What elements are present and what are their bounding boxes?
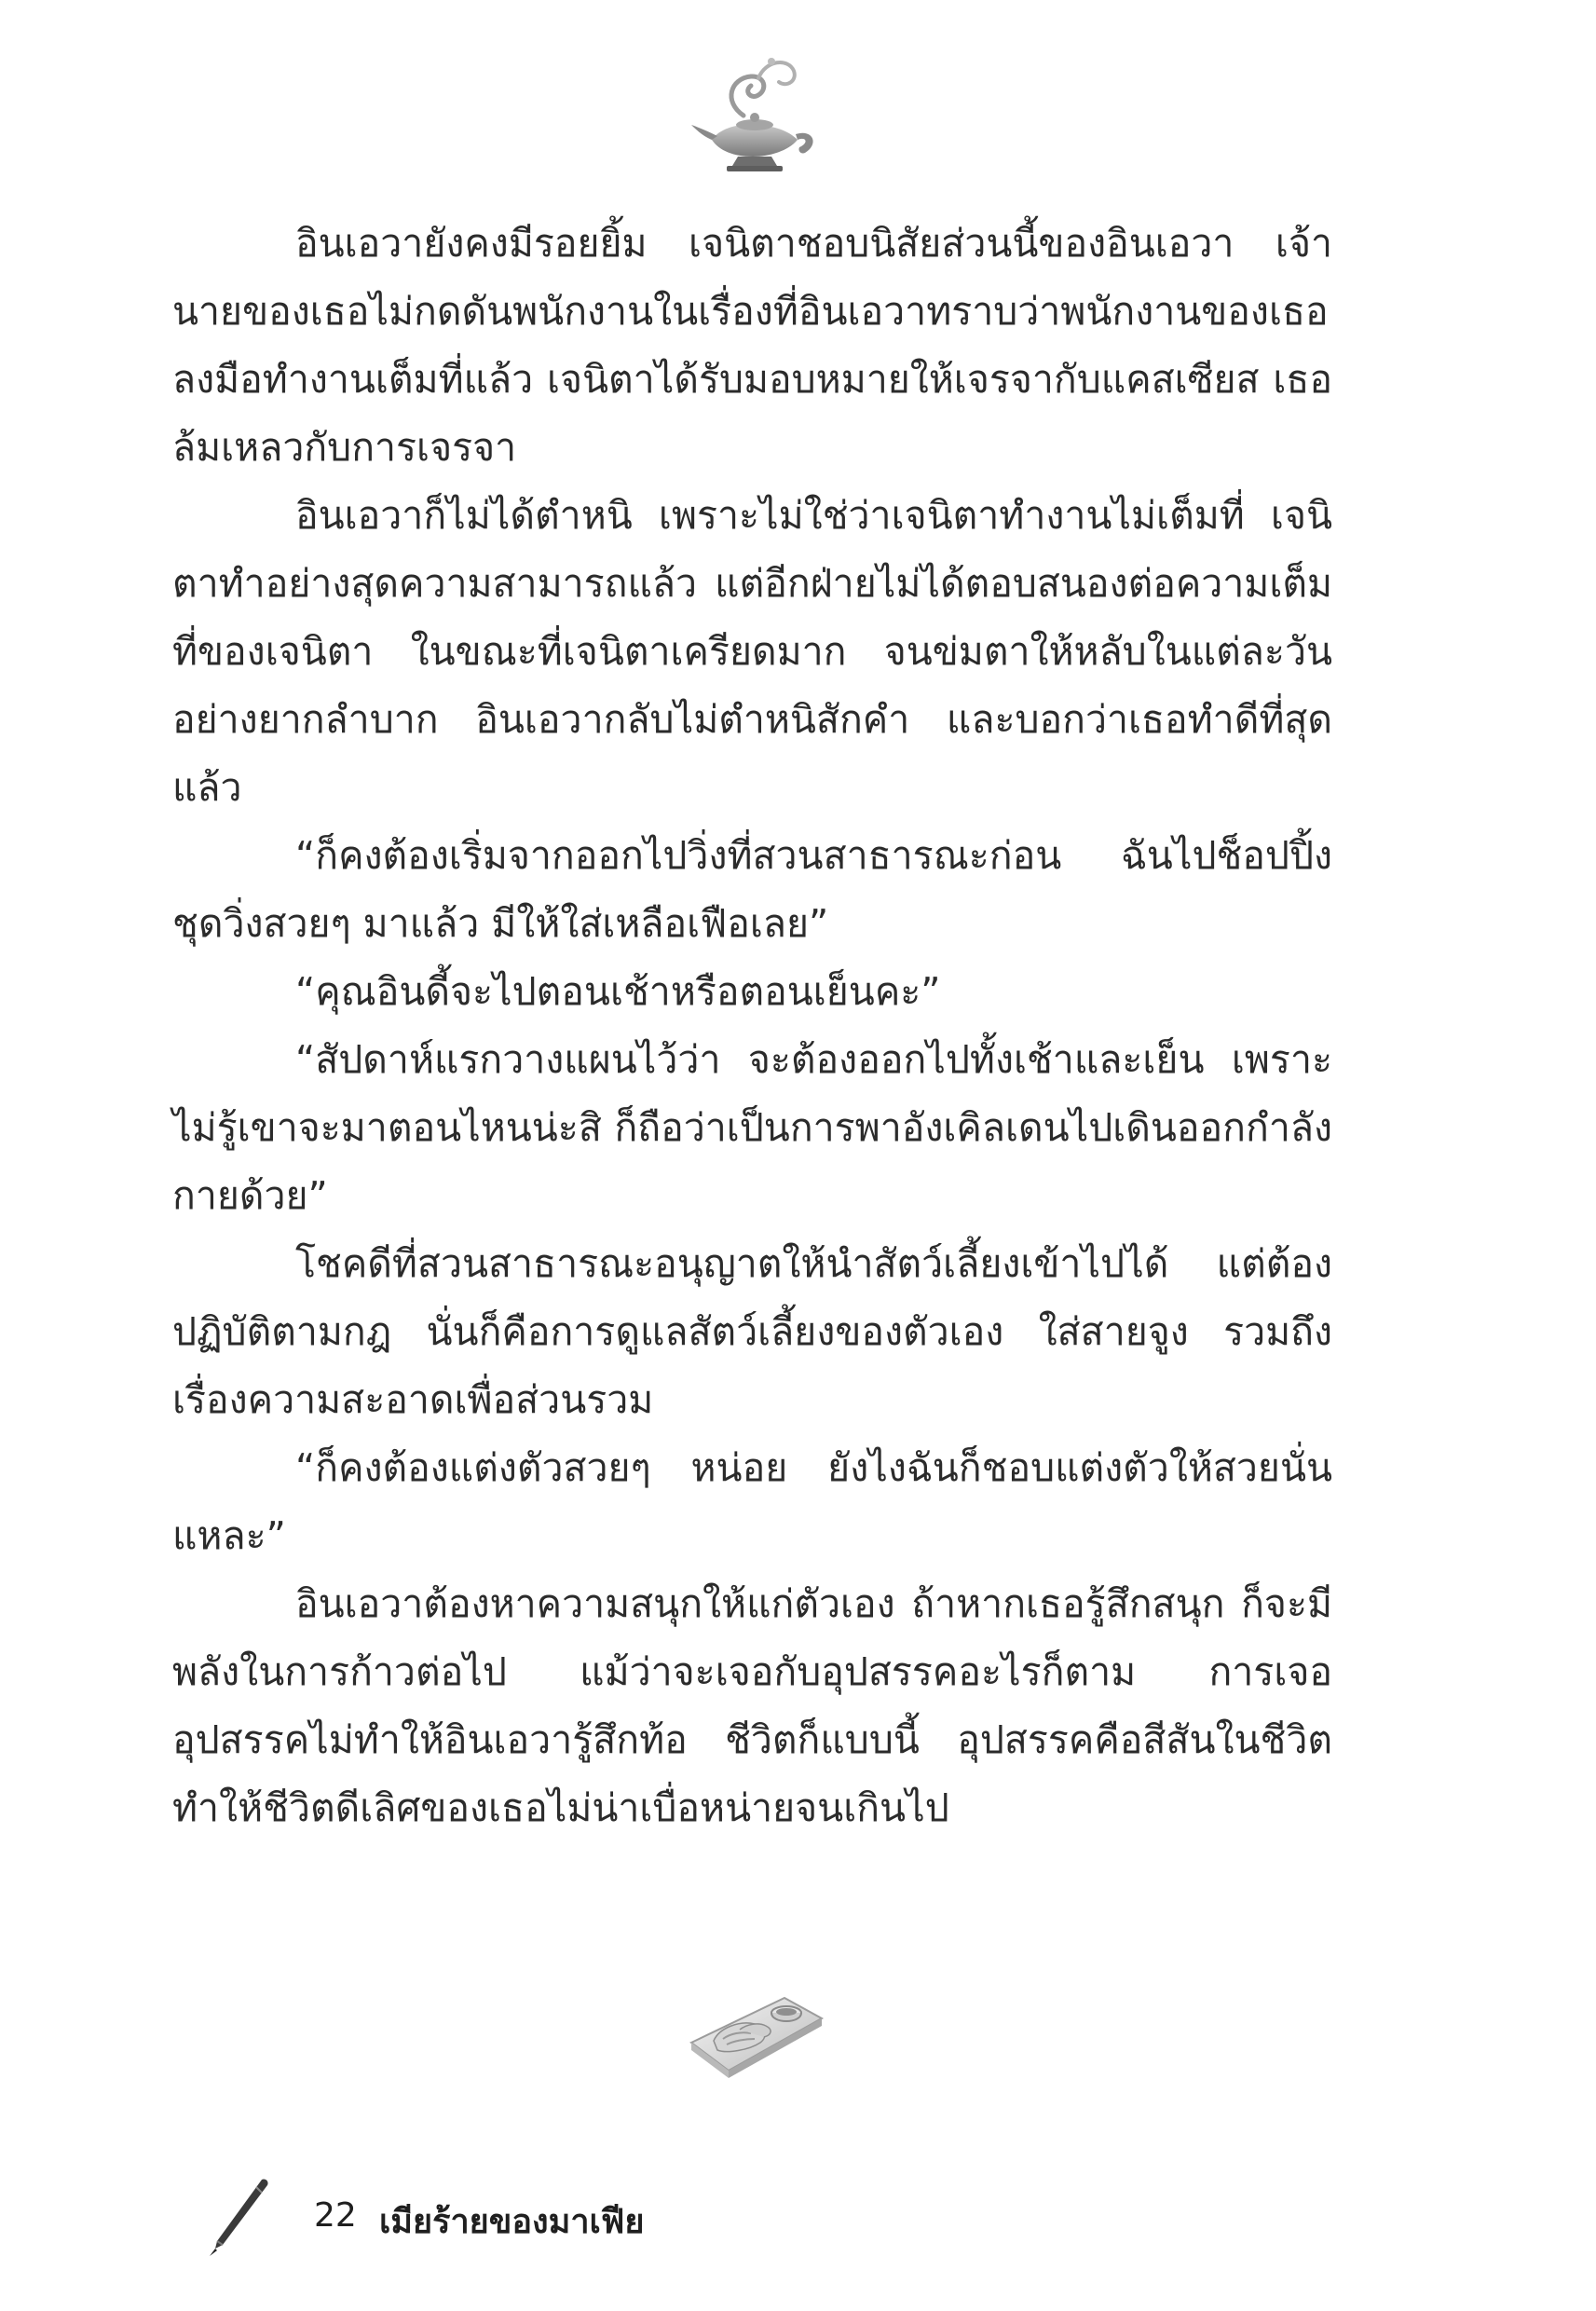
paragraph: “คุณอินดี้จะไปตอนเช้าหรือตอนเย็นคะ” xyxy=(295,969,941,1014)
paragraph: อินเอวาก็ไม่ได้ตำหนิ เพราะไม่ใช่ว่าเจนิตาทำงานไม่เต็มที่ เจนิตาทำอย่างสุดความสามารถแล้ว แต่อีกฝ่ายไม่ได้ตอบสนองต่อความเต็มที่ของเจนิตา ในขณะที่เจนิตาเครียดมาก จนข่มตาให้หลับในแต่ละวันอย่างยากลำบาก อินเอวากลับไม่ตำหนิสักคำ และบอกว่าเธอทำดีที่สุดแล้ว xyxy=(172,493,1332,810)
paragraph: อินเอวายังคงมีรอยยิ้ม เจนิตาชอบนิสัยส่วนนี้ของอินเอวา เจ้านายของเธอไม่กดดันพนักงานในเรื่องที่อินเอวาทราบว่าพนักงานของเธอลงมือทำงานเต็มที่แล้ว เจนิตาได้รับมอบหมายให้เจรจากับแคสเซียส เธอล้มเหลวกับการเจรจา xyxy=(172,221,1332,470)
paragraph: อินเอวาต้องหาความสนุกให้แก่ตัวเอง ถ้าหากเธอรู้สึกสนุก ก็จะมีพลังในการก้าวต่อไป แม้ว่าจะเจอกับอุปสรรคอะไรก็ตาม การเจออุปสรรคไม่ทำให้อินเอวารู้สึกท้อ ชีวิตก็แบบนี้ อุปสรรคคือสีสันในชีวิตทำให้ชีวิตดีเลิศของเธอไม่น่าเบื่อหน่ายจนเกินไป xyxy=(172,1581,1332,1830)
magic-lamp-icon xyxy=(686,50,825,181)
pen-icon xyxy=(200,2176,270,2260)
page-number: 22 xyxy=(314,2196,357,2235)
paragraph: โชคดีที่สวนสาธารณะอนุญาตให้นำสัตว์เลี้ยงเข้าไปได้ แต่ต้องปฏิบัติตามกฎ นั่นก็คือการดูแลสัตว์เลี้ยงของตัวเอง ใส่สายจูง รวมถึงเรื่องความสะอาดเพื่อส่วนรวม xyxy=(172,1241,1332,1422)
food-plate-icon xyxy=(682,1977,831,2089)
chapter-body-text xyxy=(172,210,1332,1842)
book-title: เมียร้ายของมาเฟีย xyxy=(379,2203,645,2241)
page-footer xyxy=(200,2176,853,2260)
paragraph: “ก็คงต้องแต่งตัวสวยๆ หน่อย ยังไงฉันก็ชอบแต่งตัวให้สวยนั่นแหละ” xyxy=(172,1445,1332,1558)
paragraph: “ก็คงต้องเริ่มจากออกไปวิ่งที่สวนสาธารณะก่อน ฉันไปช็อปปิ้งชุดวิ่งสวยๆ มาแล้ว มีให้ใส่เหลือเฟือเลย” xyxy=(172,833,1332,946)
paragraph: “สัปดาห์แรกวางแผนไว้ว่า จะต้องออกไปทั้งเช้าและเย็น เพราะไม่รู้เขาจะมาตอนไหนน่ะสิ ก็ถือว่าเป็นการพาอังเคิลเดนไปเดินออกกำลังกายด้วย” xyxy=(172,1037,1332,1218)
